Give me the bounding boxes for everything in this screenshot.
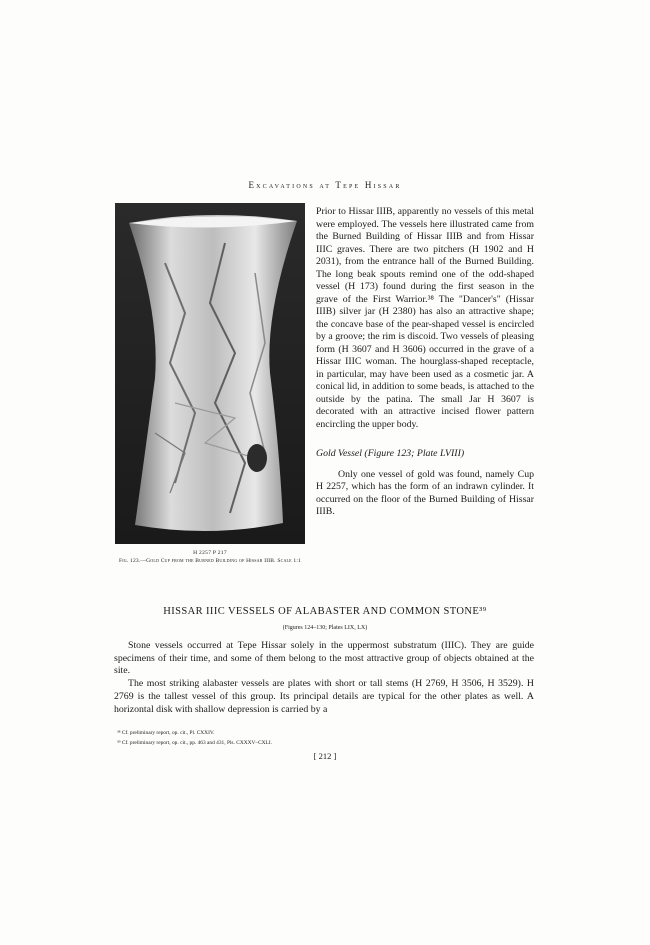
gold-cup-photo: [115, 203, 305, 544]
footnote-39: ³⁹ Cf. preliminary report, op. cit., pp. 463 and 431, Pls. CXXXV–CXLI.: [117, 739, 273, 746]
footnotes: [117, 729, 517, 748]
section-title: HISSAR IIIC VESSELS OF ALABASTER AND COMMON STONE³⁹: [163, 606, 487, 617]
page-number: [ 212 ]: [313, 751, 337, 761]
paragraph-gold-vessel: Only one vessel of gold was found, namely Cup H 2257, which has the form of an indrawn cylinder. It occurred on the floor of the Burned Building of Hissar IIIB.: [316, 468, 534, 517]
paragraph-stone-vessels: Stone vessels occurred at Tepe Hissar solely in the uppermost substratum (IIIC). They are guide specimens of their time, and some of them belong to the most attractive group of objects obtained at the site.: [114, 640, 534, 677]
subheading-gold-vessel: Gold Vessel (Figure 123; Plate LVIII): [316, 448, 465, 459]
section-subtitle: (Figures 124–130; Plates LIX, LX): [282, 625, 368, 631]
figure-reference: H 2257 P 217: [193, 550, 227, 556]
section-body: [114, 640, 534, 716]
paragraph-alabaster-plates: The most striking alabaster vessels are plates with short or tall stems (H 2769, H 3506, H 3529). H 2769 is the tallest vessel of this group. Its principal details are typical for the other plates as well. A horizontal disk with shallow depression is carried by a: [114, 678, 534, 715]
running-head: Excavations at Tepe Hissar: [248, 180, 402, 190]
right-column: [316, 206, 534, 519]
figure-gold-cup: [115, 203, 305, 565]
footnote-38: ³⁸ Cf. preliminary report, op. cit., Pl. CXXIV.: [117, 730, 215, 736]
figure-caption: Fig. 123.—Gold Cup from the Burned Building of Hissar IIIB. Scale 1:1: [118, 558, 302, 564]
paragraph-silver-vessels: Prior to Hissar IIIB, apparently no vessels of this metal were employed. The vessels here illustrated came from the Burned Building of Hissar IIIB and from Hissar IIIC graves. There are two pitchers (H 1902 and H 2031), from the entrance hall of the Burned Building. The long beak spouts remind one of the odd-shaped vessel (H 173) found during the first season in the grave of the First Warrior.³⁸ The "Dancer's" (Hissar IIIB) silver jar (H 2380) has also an attractive shape; the concave base of the pear-shaped vessel is encircled by a groove; the rim is discoid. Two vessels of pleasing form (H 3607 and H 3606) occurred in the grave of a Hissar IIIC woman. The hourglass-shaped receptacle, in particular, may have been used as a cosmetic jar. A conical lid, in addition to some beads, is attached to the outside by the patina. The small Jar H 3607 is decorated with an attractive incised flower pattern encircling the upper body.: [316, 206, 534, 430]
